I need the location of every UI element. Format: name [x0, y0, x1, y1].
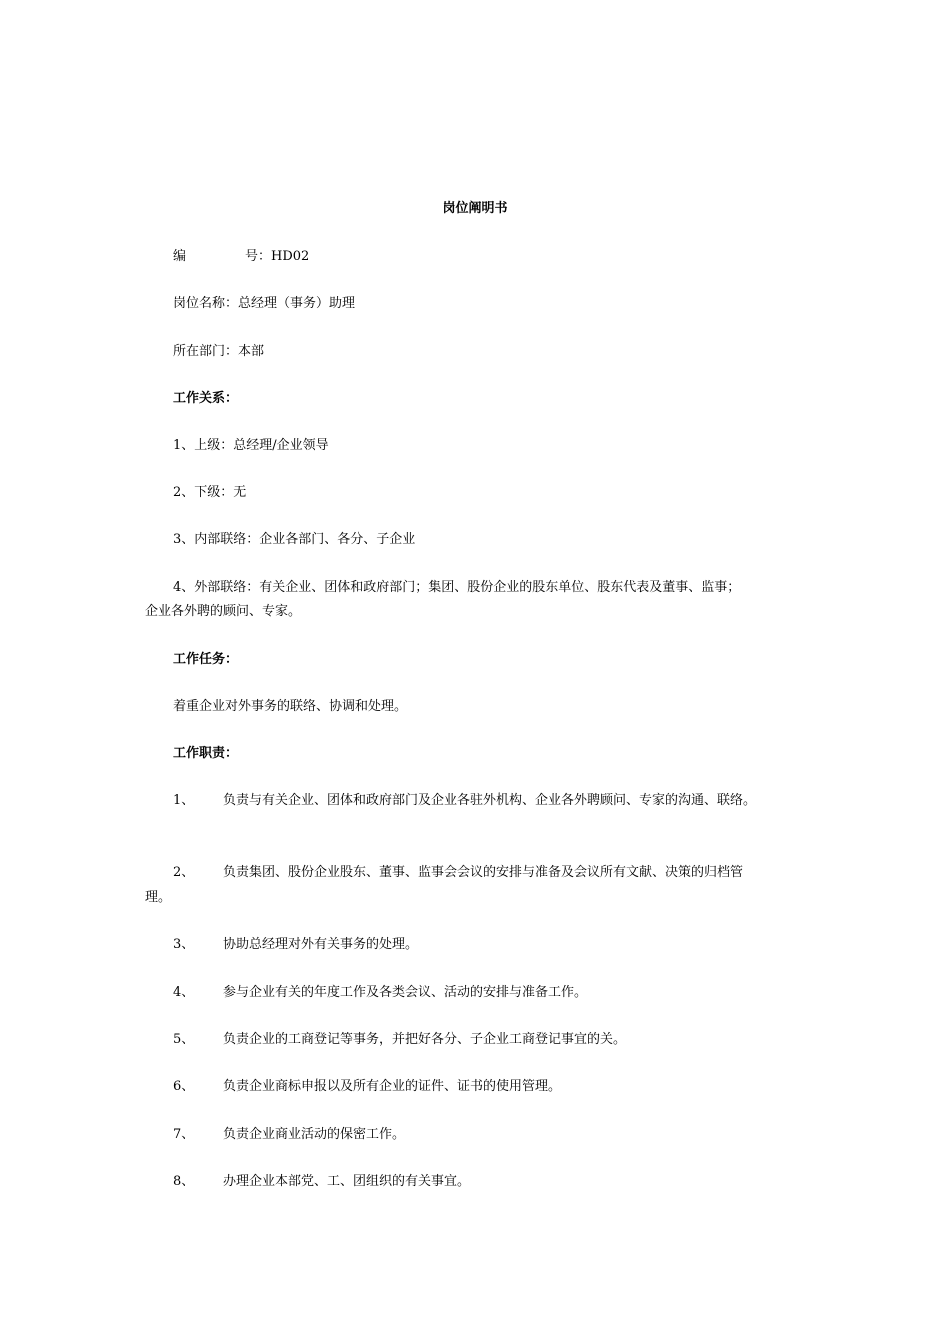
code-label: 编 — [173, 249, 187, 264]
relation-external-cont: 企业各外聘的顾问、专家。 — [145, 604, 302, 619]
relation-subordinate: 2、下级：无 — [173, 485, 247, 500]
document-title: 岗位阐明书 — [442, 201, 508, 216]
duty-text: 负责企业商标申报以及所有企业的证件、证书的使用管理。 — [223, 1079, 562, 1094]
position-name: 岗位名称：总经理（事务）助理 — [173, 296, 356, 311]
duty-number: 6、 — [173, 1079, 195, 1094]
relations-heading: 工作关系： — [173, 391, 239, 406]
code-value: 号：HD02 — [245, 249, 310, 264]
duty-number: 1、 — [173, 793, 195, 808]
duty-text: 协助总经理对外有关事务的处理。 — [223, 937, 419, 952]
task-text: 着重企业对外事务的联络、协调和处理。 — [173, 699, 408, 714]
duty-number: 2、 — [173, 865, 195, 880]
relation-internal: 3、内部联络：企业各部门、各分、子企业 — [173, 532, 416, 547]
duty-text: 负责集团、股份企业股东、董事、监事会会议的安排与准备及会议所有文献、决策的归档管 — [223, 865, 744, 880]
duty-number: 3、 — [173, 937, 195, 952]
duty-text: 负责与有关企业、团体和政府部门及企业各驻外机构、企业各外聘顾问、专家的沟通、联络。 — [223, 793, 757, 808]
duty-number: 8、 — [173, 1174, 195, 1189]
duty-text: 负责企业商业活动的保密工作。 — [223, 1127, 406, 1142]
duty-text: 参与企业有关的年度工作及各类会议、活动的安排与准备工作。 — [223, 985, 588, 1000]
relation-external: 4、外部联络：有关企业、团体和政府部门；集团、股份企业的股东单位、股东代表及董事、监事； — [173, 580, 741, 595]
duty-number: 4、 — [173, 985, 195, 1000]
duty-text-cont: 理。 — [145, 890, 172, 905]
duties-heading: 工作职责： — [173, 746, 239, 761]
department: 所在部门：本部 — [173, 344, 265, 359]
relation-superior: 1、上级：总经理/企业领导 — [173, 438, 329, 453]
duty-number: 7、 — [173, 1127, 195, 1142]
task-heading: 工作任务： — [173, 652, 239, 667]
duty-text: 办理企业本部党、工、团组织的有关事宜。 — [223, 1174, 471, 1189]
duty-number: 5、 — [173, 1032, 195, 1047]
duty-text: 负责企业的工商登记等事务，并把好各分、子企业工商登记事宜的关。 — [223, 1032, 627, 1047]
